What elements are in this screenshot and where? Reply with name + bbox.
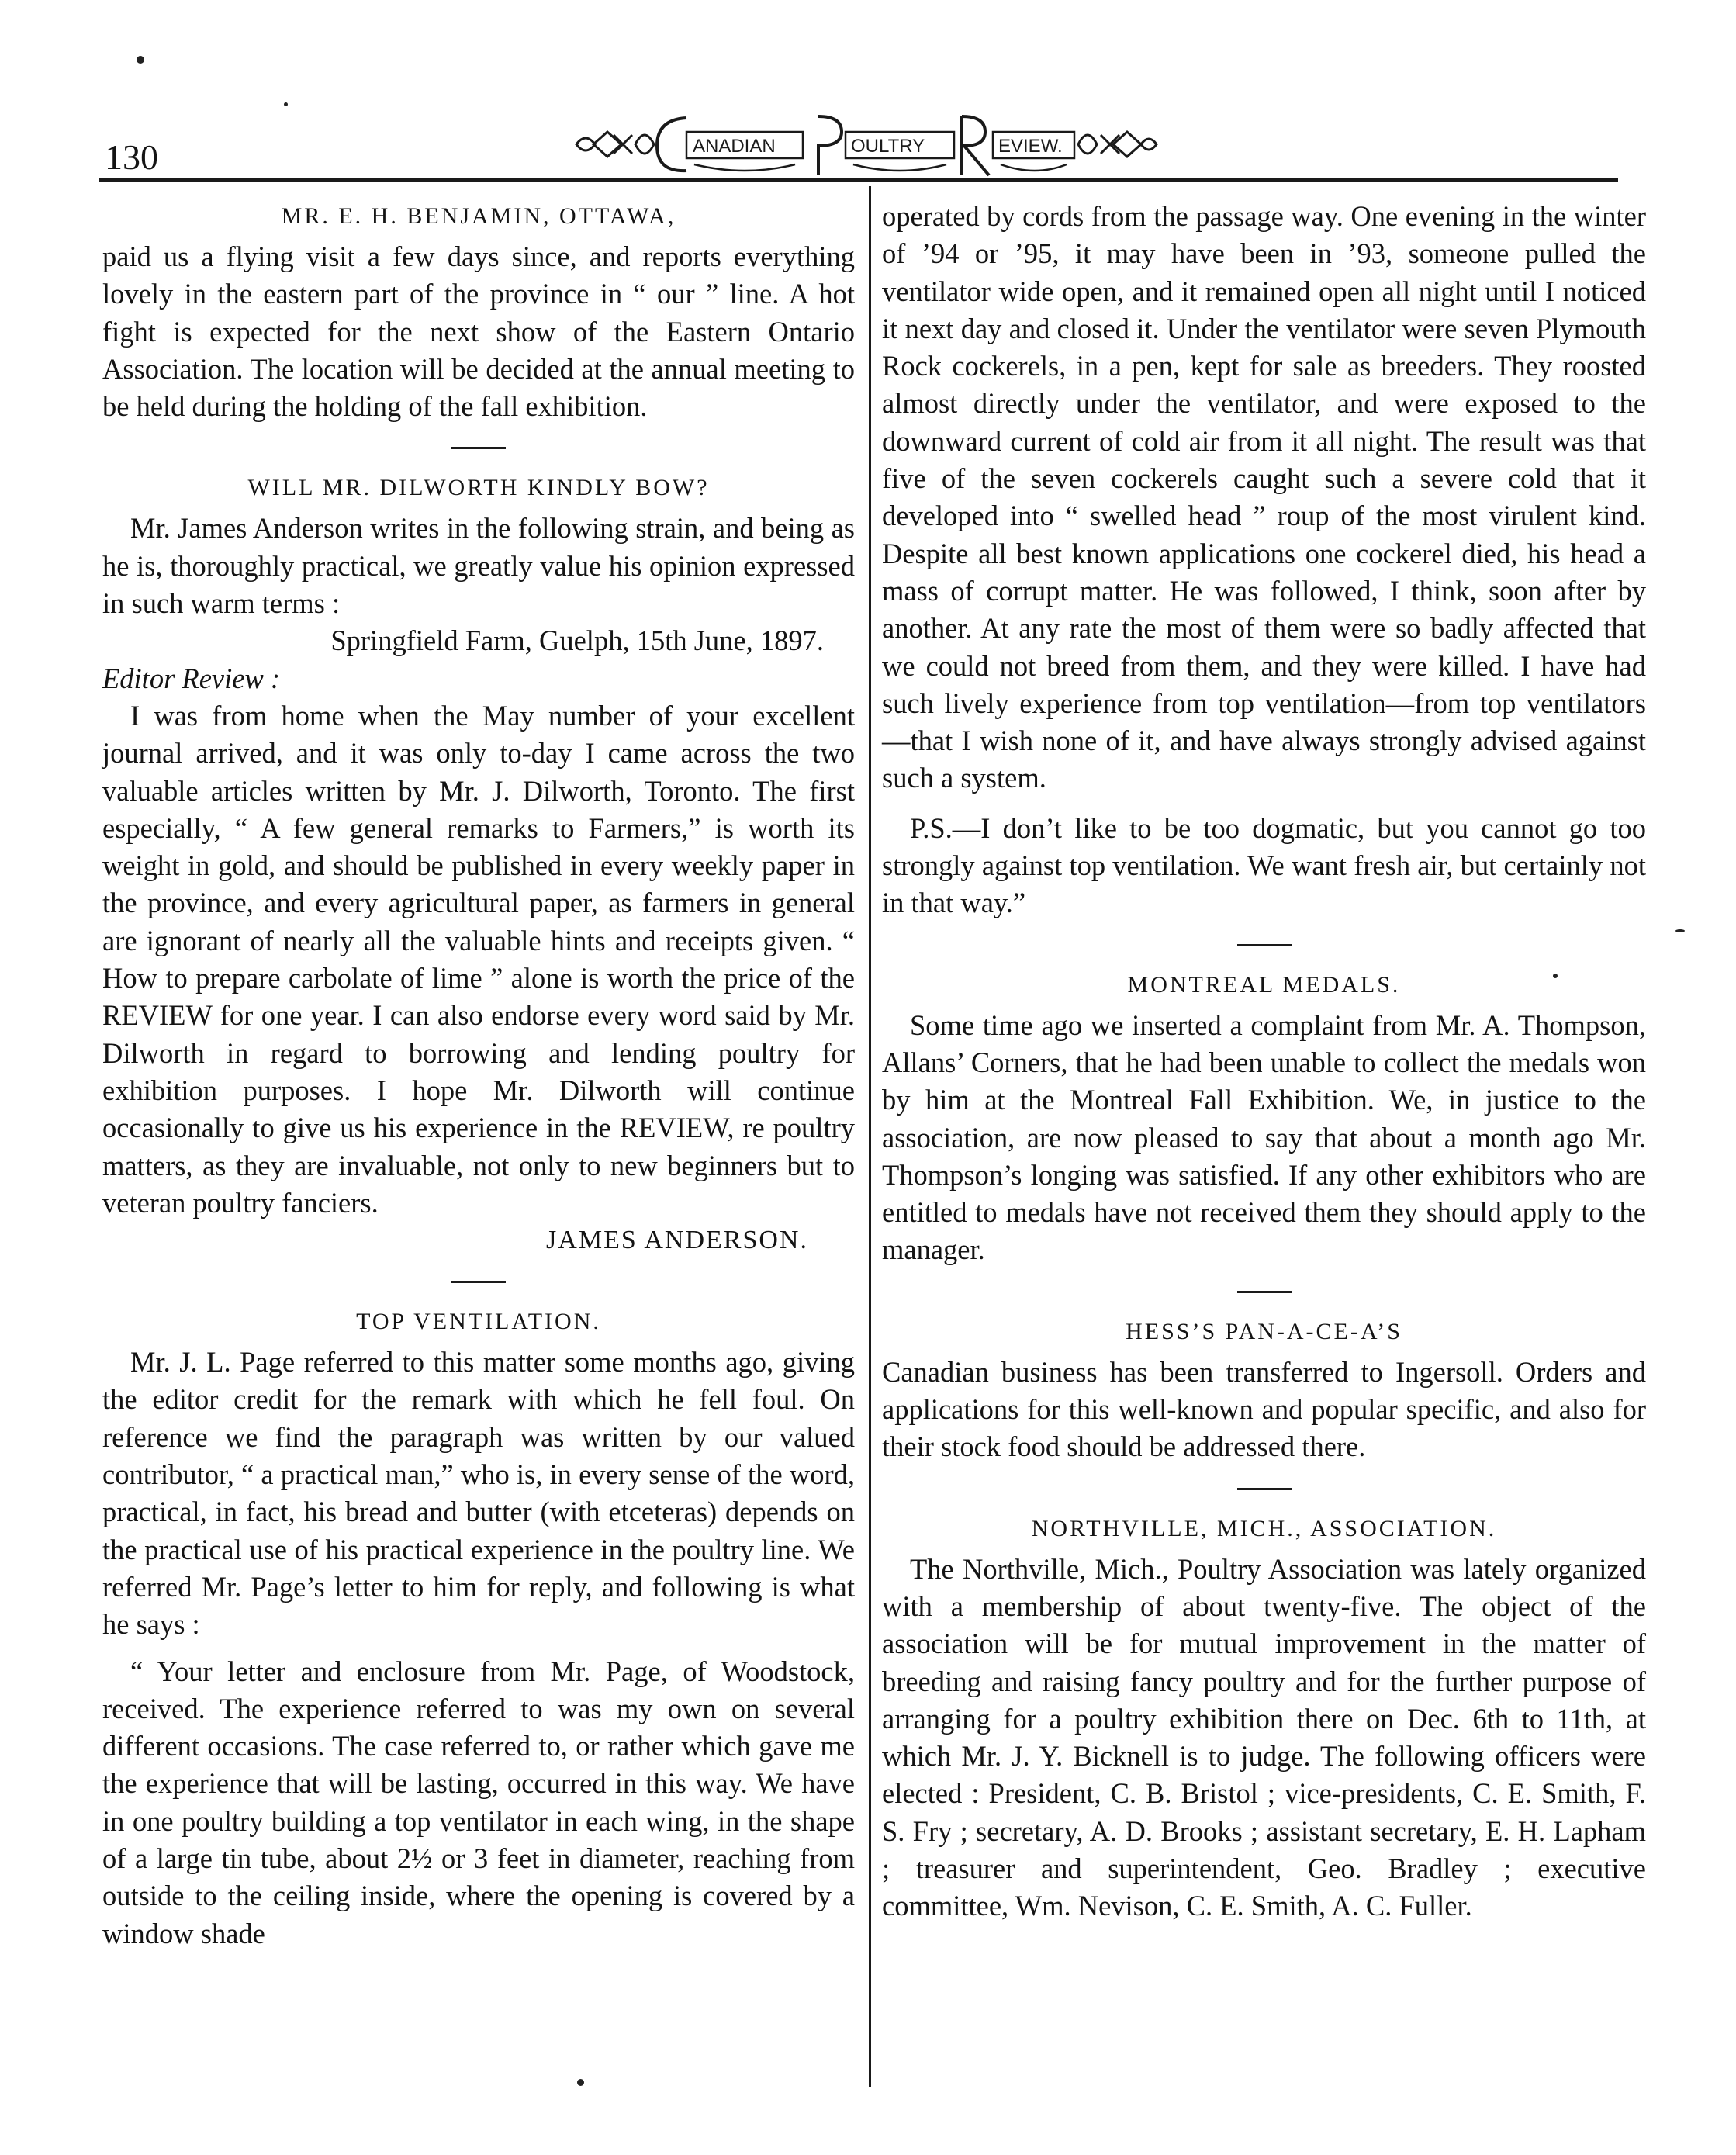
article-heading: HESS’S PAN-A-CE-A’S (1126, 1318, 1402, 1344)
column-divider (869, 186, 871, 2087)
letter-text: I was from home when the May number of your excellent journal arrived, and it was only to-day I came across the two valuable articles written by Mr. J. Dilworth, Toronto. The first especially, “ A few general remarks to Farmers,” is worth its weight in gold, and should be published in every weekly paper in the province, and every agricultural paper, as farmers in general are ignorant of nearly all the valuable hints and receipts given. “ How to prepare carbolate of lime ” alone is worth the price of the REVIEW for one year. I can also endorse every word said by Mr. Dilworth in regard to borrowing and lending poultry for exhibition purposes. I hope Mr. Dilworth will continue occasionally to give us his experience in the REVIEW, re poultry matters, as they are invaluable, not only to new beginners but to veteran poultry fanciers. (102, 699, 855, 1219)
article-heading: TOP VENTILATION. (356, 1309, 601, 1335)
article-heading: MONTREAL MEDALS. (1127, 971, 1401, 998)
left-ornament-icon (576, 132, 654, 157)
article-text: operated by cords from the passage way. One evening in the winter of ’94 or ’95, it may have been in ’93, someone pulled the ventilator wide open, and it remained open all night until I noticed it next day and closed it. Under the ventilator were seven Plymouth Rock cockerels, in a pen, kept for sale as breeders. They roosted almost directly under the ventilator, and were exposed to the downward current of cold air from it all night. The result was that five of the seven cockerels caught such a severe cold that it developed into “ swelled head ” roup of the most virulent kind. Despite all best known applications one cockerel died, his head a mass of corrupt matter. He was followed, I think, soon after by another. At any rate the most of them were so badly affected that we could not breed from them, and they were killed. I have had such lively experience from top ventilation—from top ventilators—that I wish none of it, and have always strongly advised against such a system. (882, 200, 1646, 794)
article-top-ventilation (102, 1306, 855, 1953)
article-hess (882, 1316, 1646, 1466)
letter-signature: JAMES ANDERSON. (546, 1226, 808, 1255)
ink-speck (137, 56, 144, 64)
section-divider (1237, 944, 1292, 946)
right-column (882, 198, 1646, 1925)
section-divider (451, 1281, 506, 1283)
ink-speck (1675, 929, 1685, 932)
article-text: The Northville, Mich., Poultry Association was lately organized with a membership of about twenty-five. The object of the association will be for mutual improvement in the matter of breeding and raising fancy poultry and for the further purpose of arranging for a poultry exhibition there on Dec. 6th to 11th, at which Mr. J. Y. Bicknell is to judge. The following officers were elected : President, C. B. Bristol ; vice-presidents, C. E. Smith, F. S. Fry ; secretary, A. D. Brooks ; assistant secretary, E. H. Lapham ; treasurer and superintendent, Geo. Bradley ; executive committee, Wm. Nevison, C. E. Smith, A. C. Fuller. (882, 1552, 1646, 1922)
article-text: Mr. J. L. Page referred to this matter some months ago, giving the editor credit for the remark with which he fell foul. On reference we find the paragraph was written by our valued contributor, “ a practical man,” who is, in every sense of the word, practical, in fact, his bread and butter (with etceteras) depends on the practical use of his practical experience in the poultry line. We referred Mr. Page’s letter to him for reply, and following is what he says : (102, 1346, 855, 1641)
ink-speck (284, 102, 288, 106)
article-text: Some time ago we inserted a complaint from Mr. A. Thompson, Allans’ Corners, that he had been unable to collect the medals won by him at the Montreal Fall Exhibition. We, in justice to the association, are now pleased to say that about a month ago Mr. Thompson’s longing was satisfied. If any other exhibitors who are entitled to medals have not received them they should apply to the manager. (882, 1008, 1646, 1266)
article-top-ventilation-continued (882, 198, 1646, 922)
svg-text:EVIEW.: EVIEW. (998, 136, 1063, 157)
section-divider (451, 447, 506, 449)
article-heading: MR. E. H. BENJAMIN, OTTAWA, (281, 203, 676, 229)
section-divider (1237, 1488, 1292, 1490)
svg-text:ANADIAN: ANADIAN (693, 136, 776, 157)
right-ornament-icon (1078, 132, 1157, 157)
article-text: “ Your letter and enclosure from Mr. Page, of Woodstock, received. The experience referred to was my own on several different occasions. The case referred to, or rather which gave me the experience that will be lasting, occurred in this way. We have in one poultry building a top ventilator in each wing, in the shape of a large tin tube, about 2½ or 3 feet in diameter, reaching from outside to the ceiling inside, where the opening is covered by a window shade (102, 1655, 855, 1949)
article-text: paid us a flying visit a few days since, and reports everything lovely in the eastern part of the province in “ our ” line. A hot fight is expected for the next show of the Eastern Ontario Association. The location will be decided at the annual meeting to be held during the holding of the fall exhibition. (102, 240, 855, 423)
page-number: 130 (105, 137, 158, 177)
article-heading: WILL MR. DILWORTH KINDLY BOW? (247, 475, 710, 501)
article-heading: NORTHVILLE, MICH., ASSOCIATION. (1031, 1515, 1497, 1541)
postscript: P.S.—I don’t like to be too dogmatic, but you cannot go too strongly against top ventilation. We want fresh air, but certainly not in that way.” (882, 811, 1646, 919)
article-montreal-medals (882, 970, 1646, 1269)
article-benjamin (102, 201, 855, 425)
letter-dateline: Springfield Farm, Guelph, 15th June, 1897. (330, 624, 824, 657)
masthead-title (570, 109, 1160, 180)
section-divider (1237, 1291, 1292, 1293)
letter-salutation: Editor Review : (102, 662, 281, 694)
svg-text:OULTRY: OULTRY (851, 136, 925, 157)
article-intro: Mr. James Anderson writes in the following strain, and being as he is, thoroughly practical, we greatly value his opinion expressed in such warm terms : (102, 512, 855, 620)
article-text: Canadian business has been transferred to Ingersoll. Orders and applications for this well-known and popular specific, and also for their stock food should be addressed there. (882, 1355, 1646, 1463)
left-column (102, 198, 855, 1953)
article-dilworth (102, 472, 855, 1259)
header-rule (99, 178, 1618, 182)
ink-speck (577, 2079, 584, 2086)
article-northville (882, 1513, 1646, 1925)
